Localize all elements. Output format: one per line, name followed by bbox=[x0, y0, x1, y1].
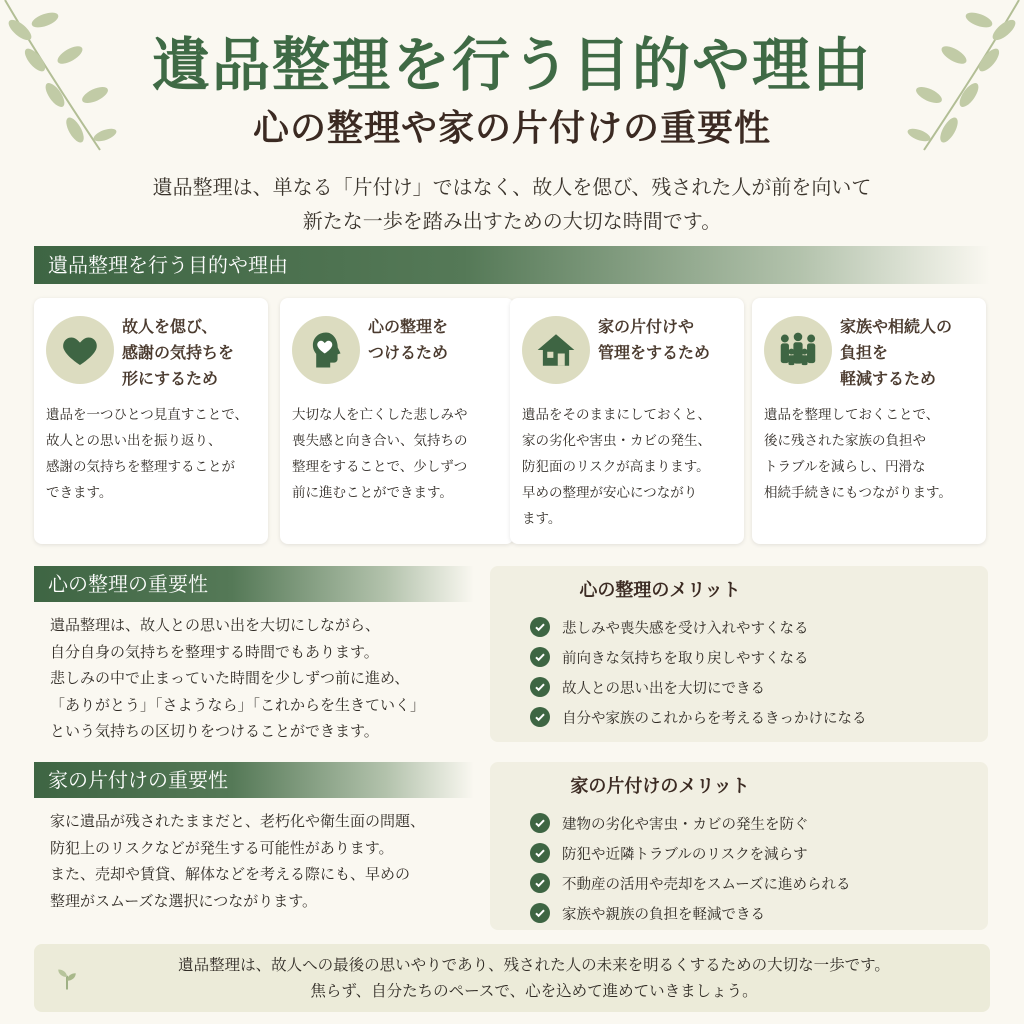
purpose-card-mind bbox=[280, 298, 514, 544]
heart-icon bbox=[46, 316, 114, 384]
merit-list bbox=[530, 612, 867, 732]
merit-item bbox=[530, 612, 867, 642]
merit-text: 防犯や近隣トラブルのリスクを減らす bbox=[562, 846, 808, 863]
family-icon bbox=[764, 316, 832, 384]
footer-message-box bbox=[34, 944, 990, 1012]
home-merit-box bbox=[490, 762, 988, 930]
merit-list bbox=[530, 808, 851, 928]
card-title: 家の片付けや 管理をするため bbox=[598, 317, 711, 362]
head-heart-icon bbox=[292, 316, 360, 384]
intro-line-2: 新たな一歩を踏み出すための大切な時間です。 bbox=[302, 209, 722, 233]
merit-item bbox=[530, 808, 851, 838]
card-body: 遺品を一つひとつ見直すことで、 故人との思い出を振り返り、 感謝の気持ちを整理することが できます。 bbox=[46, 407, 248, 501]
intro-line-1: 遺品整理は、単なる「片付け」ではなく、故人を偲び、残された人が前を向いて bbox=[152, 175, 872, 199]
card-body: 大切な人を亡くした悲しみや 喪失感と向き合い、気持ちの 整理をすることで、少しずつ 前に進むことができます。 bbox=[292, 407, 468, 501]
home-section-heading: 家の片付けの重要性 bbox=[34, 762, 474, 798]
page-title: 遺品整理を行う目的や理由 bbox=[151, 31, 872, 99]
check-icon bbox=[530, 647, 550, 667]
check-icon bbox=[530, 903, 550, 923]
merit-item bbox=[530, 702, 867, 732]
check-icon bbox=[530, 617, 550, 637]
merit-text: 建物の劣化や害虫・カビの発生を防ぐ bbox=[562, 816, 809, 833]
check-icon bbox=[530, 813, 550, 833]
purpose-card-house bbox=[510, 298, 744, 544]
merit-item bbox=[530, 838, 851, 868]
card-title: 家族や相続人の 負担を 軽減するため bbox=[840, 317, 953, 388]
card-title: 心の整理を つけるため bbox=[368, 317, 449, 362]
merit-text: 自分や家族のこれからを考えるきっかけになる bbox=[562, 710, 867, 727]
merit-item bbox=[530, 642, 867, 672]
merit-title: 心の整理のメリット bbox=[579, 580, 741, 601]
card-body: 遺品を整理しておくことで、 後に残された家族の負担や トラブルを減らし、円滑な 相続手続きにもつながります。 bbox=[764, 407, 952, 501]
merit-title: 家の片付けのメリット bbox=[570, 776, 750, 797]
check-icon bbox=[530, 707, 550, 727]
house-icon bbox=[522, 316, 590, 384]
merit-item bbox=[530, 898, 851, 928]
merit-text: 家族や親族の負担を軽減できる bbox=[562, 906, 765, 923]
card-title: 故人を偲び、 感謝の気持ちを 形にするため bbox=[122, 317, 235, 388]
footer-text: 遺品整理は、故人への最後の思いやりであり、残された人の未来を明るくするための大切な一歩です。 焦らず、自分たちのペースで、心を込めて進めていきましょう。 bbox=[178, 956, 890, 1000]
purpose-card-family bbox=[752, 298, 986, 544]
sprout-icon bbox=[52, 962, 82, 992]
mind-section-body: 遺品整理は、故人との思い出を大切にしながら、 自分自身の気持ちを整理する時間でもあります。 悲しみの中で止まっていた時間を少しずつ前に進め、 「ありがとう」「さようなら」「これからを生きていく」 という気持ちの区切りをつけることができます。 bbox=[50, 616, 426, 740]
merit-text: 悲しみや喪失感を受け入れやすくなる bbox=[562, 620, 809, 637]
purpose-section-heading: 遺品整理を行う目的や理由 bbox=[34, 246, 990, 284]
mind-merit-box bbox=[490, 566, 988, 742]
purpose-card-remembrance bbox=[34, 298, 268, 544]
merit-item bbox=[530, 672, 867, 702]
mind-section-heading: 心の整理の重要性 bbox=[34, 566, 474, 602]
home-section-body: 家に遺品が残されたままだと、老朽化や衛生面の問題、 防犯上のリスクなどが発生する可能性があります。 また、売却や賃貸、解体などを考える際にも、早めの 整理がスムーズな選択につながります。 bbox=[50, 812, 426, 910]
check-icon bbox=[530, 677, 550, 697]
intro-text bbox=[0, 170, 1024, 238]
page-subtitle: 心の整理や家の片付けの重要性 bbox=[252, 107, 771, 149]
merit-text: 不動産の活用や売却をスムーズに進められる bbox=[562, 876, 851, 893]
merit-item bbox=[530, 868, 851, 898]
merit-text: 前向きな気持ちを取り戻しやすくなる bbox=[562, 650, 809, 667]
check-icon bbox=[530, 873, 550, 893]
check-icon bbox=[530, 843, 550, 863]
card-body: 遺品をそのままにしておくと、 家の劣化や害虫・カビの発生、 防犯面のリスクが高まります。 早めの整理が安心につながり ます。 bbox=[522, 407, 711, 527]
merit-text: 故人との思い出を大切にできる bbox=[562, 680, 765, 697]
